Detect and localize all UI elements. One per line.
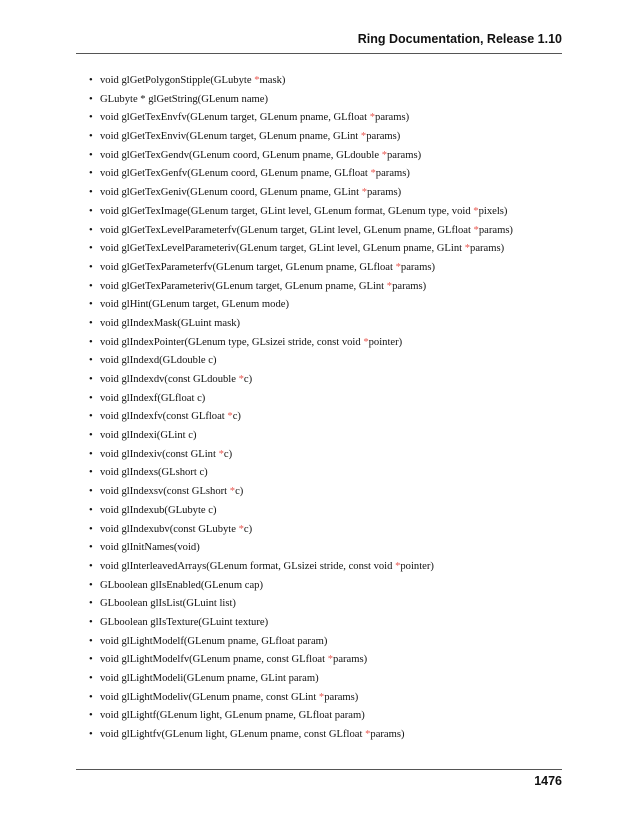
pointer-asterisk: *	[229, 486, 236, 498]
bullet-icon: •	[89, 336, 93, 348]
signature-param-text: c)	[243, 374, 253, 385]
signature-text: void glGetTexLevelParameterfv(GLenum target, GLint level, GLenum pname, GLfloat	[100, 224, 474, 236]
pointer-asterisk: *	[227, 411, 233, 423]
list-item	[89, 315, 513, 334]
list-item	[89, 109, 513, 128]
signature-text: void glGetTexGeniv(GLenum coord, GLenum pname, GLint	[100, 187, 362, 199]
bullet-icon: •	[89, 430, 93, 442]
bullet-icon: •	[89, 616, 93, 628]
bullet-icon: •	[89, 187, 93, 199]
signature-param-text: params)	[366, 131, 401, 143]
header-rule	[76, 53, 562, 54]
pointer-asterisk: *	[370, 168, 376, 180]
list-item	[89, 539, 513, 558]
signature-text: GLubyte * glGetString(GLenum name)	[100, 93, 268, 105]
signature-text: void glGetTexImage(GLenum target, GLint level, GLenum format, GLenum type, void	[100, 205, 474, 217]
bullet-icon: •	[89, 710, 93, 722]
list-item	[89, 72, 513, 91]
pointer-asterisk: *	[360, 131, 367, 143]
signature-text: void glLightf(GLenum light, GLenum pname, GLfloat param)	[100, 710, 365, 722]
list-item	[89, 464, 513, 483]
pointer-asterisk: *	[369, 112, 376, 124]
signature-text: void glGetTexGenfv(GLenum coord, GLenum pname, GLfloat	[100, 168, 371, 180]
list-item	[89, 408, 513, 427]
signature-text: void glInterleavedArrays(GLenum format, GLsizei stride, const void	[100, 560, 396, 572]
signature-param-text: params)	[400, 261, 436, 273]
signature-text: void glGetTexLevelParameteriv(GLenum target, GLint level, GLenum pname, GLint	[100, 243, 465, 255]
signature-text: void glHint(GLenum target, GLenum mode)	[100, 299, 289, 311]
page-number: 1476	[534, 774, 562, 788]
list-item	[89, 278, 513, 297]
signature-text: void glGetTexGendv(GLenum coord, GLenum pname, GLdouble	[100, 149, 382, 161]
signature-text: GLboolean glIsTexture(GLuint texture)	[100, 616, 269, 628]
list-item	[89, 614, 513, 633]
list-item	[89, 296, 513, 315]
pointer-asterisk: *	[386, 280, 393, 292]
bullet-icon: •	[89, 243, 93, 255]
pointer-asterisk: *	[365, 729, 371, 741]
signature-text: void glLightModeli(GLenum pname, GLint param)	[100, 673, 319, 684]
signature-param-text: params)	[324, 691, 359, 703]
list-item	[89, 222, 513, 241]
bullet-icon: •	[89, 112, 93, 124]
signature-text: void glLightModelfv(GLenum pname, const GLfloat	[100, 654, 328, 666]
signature-text: void glIndexd(GLdouble c)	[100, 355, 217, 367]
signature-param-text: c)	[235, 486, 244, 498]
pointer-asterisk: *	[327, 654, 334, 666]
list-item	[89, 502, 513, 521]
bullet-icon: •	[89, 299, 93, 311]
list-item	[89, 203, 513, 222]
signature-param-text: params)	[370, 729, 405, 741]
list-item	[89, 707, 513, 726]
pointer-asterisk: *	[254, 75, 260, 86]
list-item	[89, 240, 513, 259]
list-item	[89, 651, 513, 670]
list-item	[89, 352, 513, 371]
signature-param-text: params)	[333, 654, 368, 666]
bullet-icon: •	[89, 729, 93, 741]
bullet-icon: •	[89, 504, 93, 516]
pointer-asterisk: *	[218, 448, 224, 460]
pointer-asterisk: *	[473, 205, 479, 217]
list-item	[89, 91, 513, 110]
signature-text: void glIndexub(GLubyte c)	[100, 504, 217, 516]
pointer-asterisk: *	[238, 374, 244, 385]
bullet-icon: •	[89, 635, 93, 647]
signature-text: void glLightfv(GLenum light, GLenum pname, const GLfloat	[100, 729, 366, 741]
list-item	[89, 633, 513, 652]
bullet-icon: •	[89, 149, 93, 161]
bullet-icon: •	[89, 317, 93, 329]
pointer-asterisk: *	[363, 336, 369, 348]
signature-text: void glGetTexParameterfv(GLenum target, GLenum pname, GLfloat	[100, 261, 396, 273]
bullet-icon: •	[89, 374, 93, 385]
bullet-icon: •	[89, 467, 93, 479]
signature-param-text: params)	[470, 243, 505, 255]
signature-param-text: params)	[366, 187, 402, 199]
list-item	[89, 689, 513, 708]
signature-text: void glInitNames(void)	[100, 542, 200, 554]
bullet-icon: •	[89, 411, 93, 423]
bullet-icon: •	[89, 542, 93, 554]
bullet-icon: •	[89, 224, 93, 236]
list-item	[89, 165, 513, 184]
signature-param-text: pointer)	[368, 336, 403, 348]
signature-param-text: c)	[223, 448, 233, 460]
bullet-icon: •	[89, 131, 93, 143]
running-header: Ring Documentation, Release 1.10	[357, 32, 562, 46]
list-item	[89, 446, 513, 465]
signature-text: void glLightModelf(GLenum pname, GLfloat param)	[100, 635, 328, 647]
list-item	[89, 184, 513, 203]
bullet-icon: •	[89, 598, 93, 610]
bullet-icon: •	[89, 280, 93, 292]
signature-param-text: pixels)	[478, 205, 508, 217]
signature-text: void glIndexf(GLfloat c)	[100, 392, 206, 404]
bullet-icon: •	[89, 168, 93, 180]
signature-text: void glIndexfv(const GLfloat	[100, 411, 228, 423]
signature-param-text: pointer)	[400, 560, 434, 572]
list-item	[89, 390, 513, 409]
list-item	[89, 427, 513, 446]
list-item	[89, 371, 513, 390]
pointer-asterisk: *	[318, 691, 325, 703]
bullet-icon: •	[89, 560, 93, 572]
bullet-icon: •	[89, 691, 93, 703]
signature-text: void glIndexMask(GLuint mask)	[100, 317, 241, 329]
bullet-icon: •	[89, 355, 93, 367]
signature-param-text: params)	[386, 149, 422, 161]
signature-text: void glGetTexEnvfv(GLenum target, GLenum pname, GLfloat	[100, 112, 370, 124]
signature-text: GLboolean glIsList(GLuint list)	[100, 598, 236, 610]
pointer-asterisk: *	[361, 187, 367, 199]
signature-text: void glIndexiv(const GLint	[100, 448, 219, 460]
signature-text: void glLightModeliv(GLenum pname, const GLint	[100, 691, 319, 703]
signature-text: void glIndexsv(const GLshort	[100, 486, 230, 498]
signature-param-text: params)	[478, 224, 513, 236]
signature-text: void glIndexubv(const GLubyte	[100, 523, 239, 535]
pointer-asterisk: *	[464, 243, 471, 255]
bullet-icon: •	[89, 75, 93, 86]
pointer-asterisk: *	[395, 560, 401, 572]
bullet-icon: •	[89, 392, 93, 404]
signature-param-text: c)	[243, 523, 253, 535]
pointer-asterisk: *	[238, 523, 244, 535]
bullet-icon: •	[89, 654, 93, 666]
list-item	[89, 483, 513, 502]
list-item	[89, 595, 513, 614]
signature-text: GLboolean glIsEnabled(GLenum cap)	[100, 579, 263, 591]
list-item	[89, 726, 513, 745]
pointer-asterisk: *	[473, 224, 479, 236]
signature-param-text: params)	[392, 280, 427, 292]
bullet-icon: •	[89, 93, 93, 105]
pointer-asterisk: *	[395, 261, 401, 273]
bullet-icon: •	[89, 579, 93, 591]
list-item	[89, 558, 513, 577]
list-item	[89, 259, 513, 278]
signature-text: void glGetPolygonStipple(GLubyte	[100, 75, 255, 86]
list-item	[89, 521, 513, 540]
signature-text: void glIndexi(GLint c)	[100, 430, 197, 442]
signature-text: void glIndexPointer(GLenum type, GLsizei stride, const void	[100, 336, 364, 348]
list-item	[89, 128, 513, 147]
signature-param-text: c)	[232, 411, 241, 423]
bullet-icon: •	[89, 486, 93, 498]
list-item	[89, 334, 513, 353]
bullet-icon: •	[89, 673, 93, 684]
bullet-icon: •	[89, 523, 93, 535]
signature-param-text: params)	[375, 112, 410, 124]
signature-param-text: params)	[375, 168, 410, 180]
list-item	[89, 577, 513, 596]
bullet-icon: •	[89, 448, 93, 460]
function-list	[89, 72, 513, 745]
signature-text: void glGetTexEnviv(GLenum target, GLenum pname, GLint	[100, 131, 361, 143]
signature-text: void glIndexdv(const GLdouble	[100, 374, 239, 385]
bullet-icon: •	[89, 205, 93, 217]
signature-text: void glGetTexParameteriv(GLenum target, GLenum pname, GLint	[100, 280, 387, 292]
list-item	[89, 670, 513, 689]
signature-param-text: mask)	[259, 75, 286, 86]
bullet-icon: •	[89, 261, 93, 273]
list-item	[89, 147, 513, 166]
footer-rule	[76, 769, 562, 770]
signature-text: void glIndexs(GLshort c)	[100, 467, 208, 479]
pointer-asterisk: *	[381, 149, 387, 161]
